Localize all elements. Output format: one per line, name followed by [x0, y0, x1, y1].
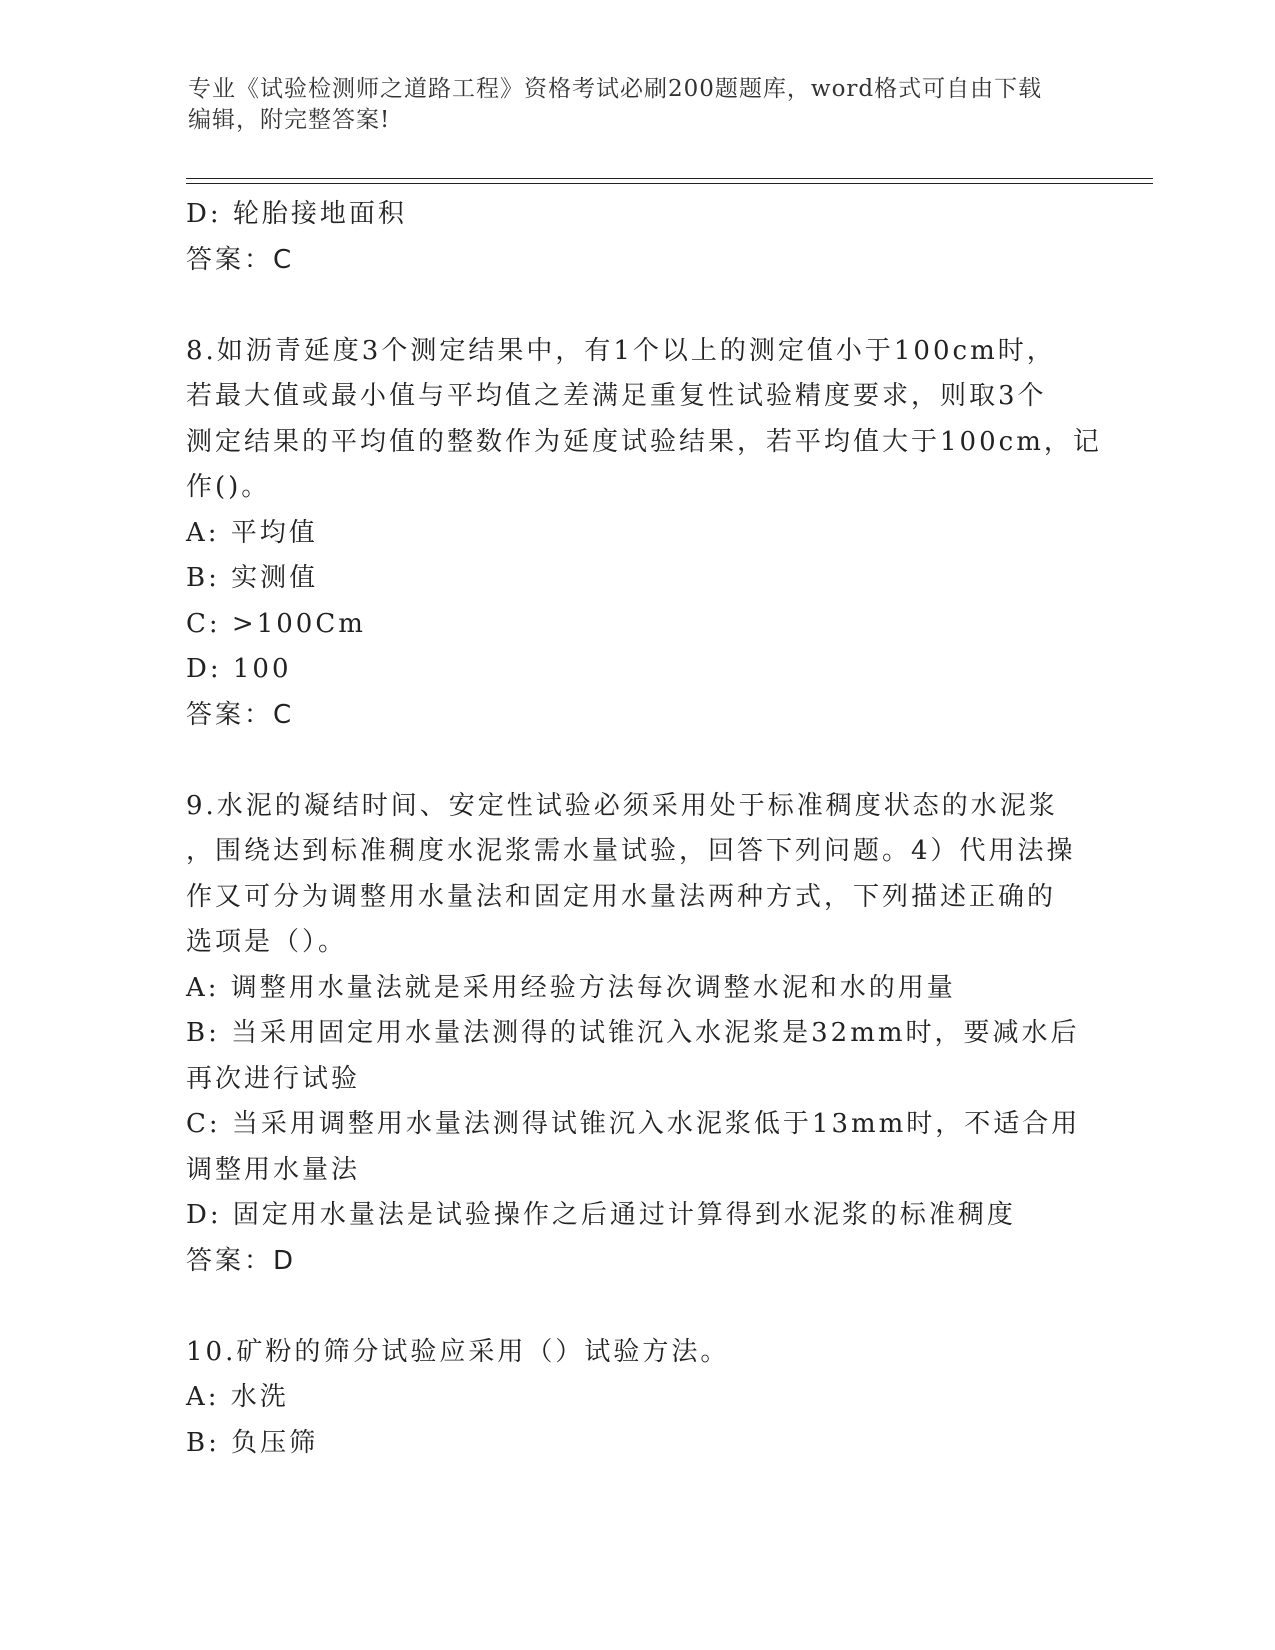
question-content	[186, 192, 1102, 1466]
q10-stem-line: 10.矿粉的筛分试验应采用（）试验方法。	[186, 1336, 730, 1367]
q8-answer: 答案：C	[186, 699, 295, 730]
q9-option-b-cont: 再次进行试验	[186, 1063, 361, 1094]
q8-stem-line: 若最大值或最小值与平均值之差满足重复性试验精度要求，则取3个	[186, 381, 1047, 411]
header-divider-bottom	[186, 183, 1153, 184]
q9-option-a: A: 调整用水量法就是采用经验方法每次调整水泥和水的用量	[186, 972, 956, 1003]
q9-stem-line: 作又可分为调整用水量法和固定用水量法两种方式，下列描述正确的	[186, 881, 1057, 912]
q8-stem-line: 测定结果的平均值的整数作为延度试验结果，若平均值大于100cm，记	[186, 426, 1102, 457]
document-header	[188, 74, 1088, 136]
q8-stem-line: 8.如沥青延度3个测定结果中，有1个以上的测定值小于100cm时，	[186, 335, 1056, 366]
q8-stem-line: 作()。	[186, 472, 271, 502]
header-line-1: 专业《试验检测师之道路工程》资格考试必刷200题题库，word格式可自由下载	[188, 76, 1043, 102]
spacer	[186, 738, 1086, 784]
header-divider-top	[186, 178, 1153, 179]
question-10	[186, 1330, 1086, 1467]
q8-option-d: D: 100	[186, 654, 292, 684]
q10-option-a: A: 水洗	[186, 1382, 289, 1412]
q10-option-b: B: 负压筛	[186, 1427, 319, 1458]
spacer	[186, 1284, 1086, 1330]
question-8	[186, 329, 1102, 739]
q9-option-d: D: 固定用水量法是试验操作之后通过计算得到水泥浆的标准稠度	[186, 1200, 1016, 1230]
q9-answer: 答案：D	[186, 1245, 297, 1276]
q9-option-c-cont: 调整用水量法	[186, 1154, 361, 1185]
q8-option-b: B: 实测值	[186, 563, 319, 593]
q8-option-c: C: >100Cm	[186, 608, 366, 639]
q8-option-a: A: 平均值	[186, 517, 318, 548]
q9-option-b: B: 当采用固定用水量法测得的试锥沉入水泥浆是32mm时，要减水后	[186, 1018, 1080, 1048]
question-9	[186, 784, 1086, 1285]
q7-option-d: D: 轮胎接地面积	[186, 199, 407, 229]
q9-stem-line: ，围绕达到标准稠度水泥浆需水量试验，回答下列问题。4）代用法操	[186, 836, 1076, 866]
q9-stem-line: 选项是（）。	[186, 927, 348, 957]
q9-stem-line: 9.水泥的凝结时间、安定性试验必须采用处于标准稠度状态的水泥浆	[186, 790, 1058, 821]
q7-answer: 答案：C	[186, 244, 295, 275]
header-line-2: 编辑，附完整答案!	[188, 107, 391, 133]
q9-option-c: C: 当采用调整用水量法测得试锥沉入水泥浆低于13mm时，不适合用	[186, 1109, 1081, 1139]
spacer	[186, 283, 1086, 329]
